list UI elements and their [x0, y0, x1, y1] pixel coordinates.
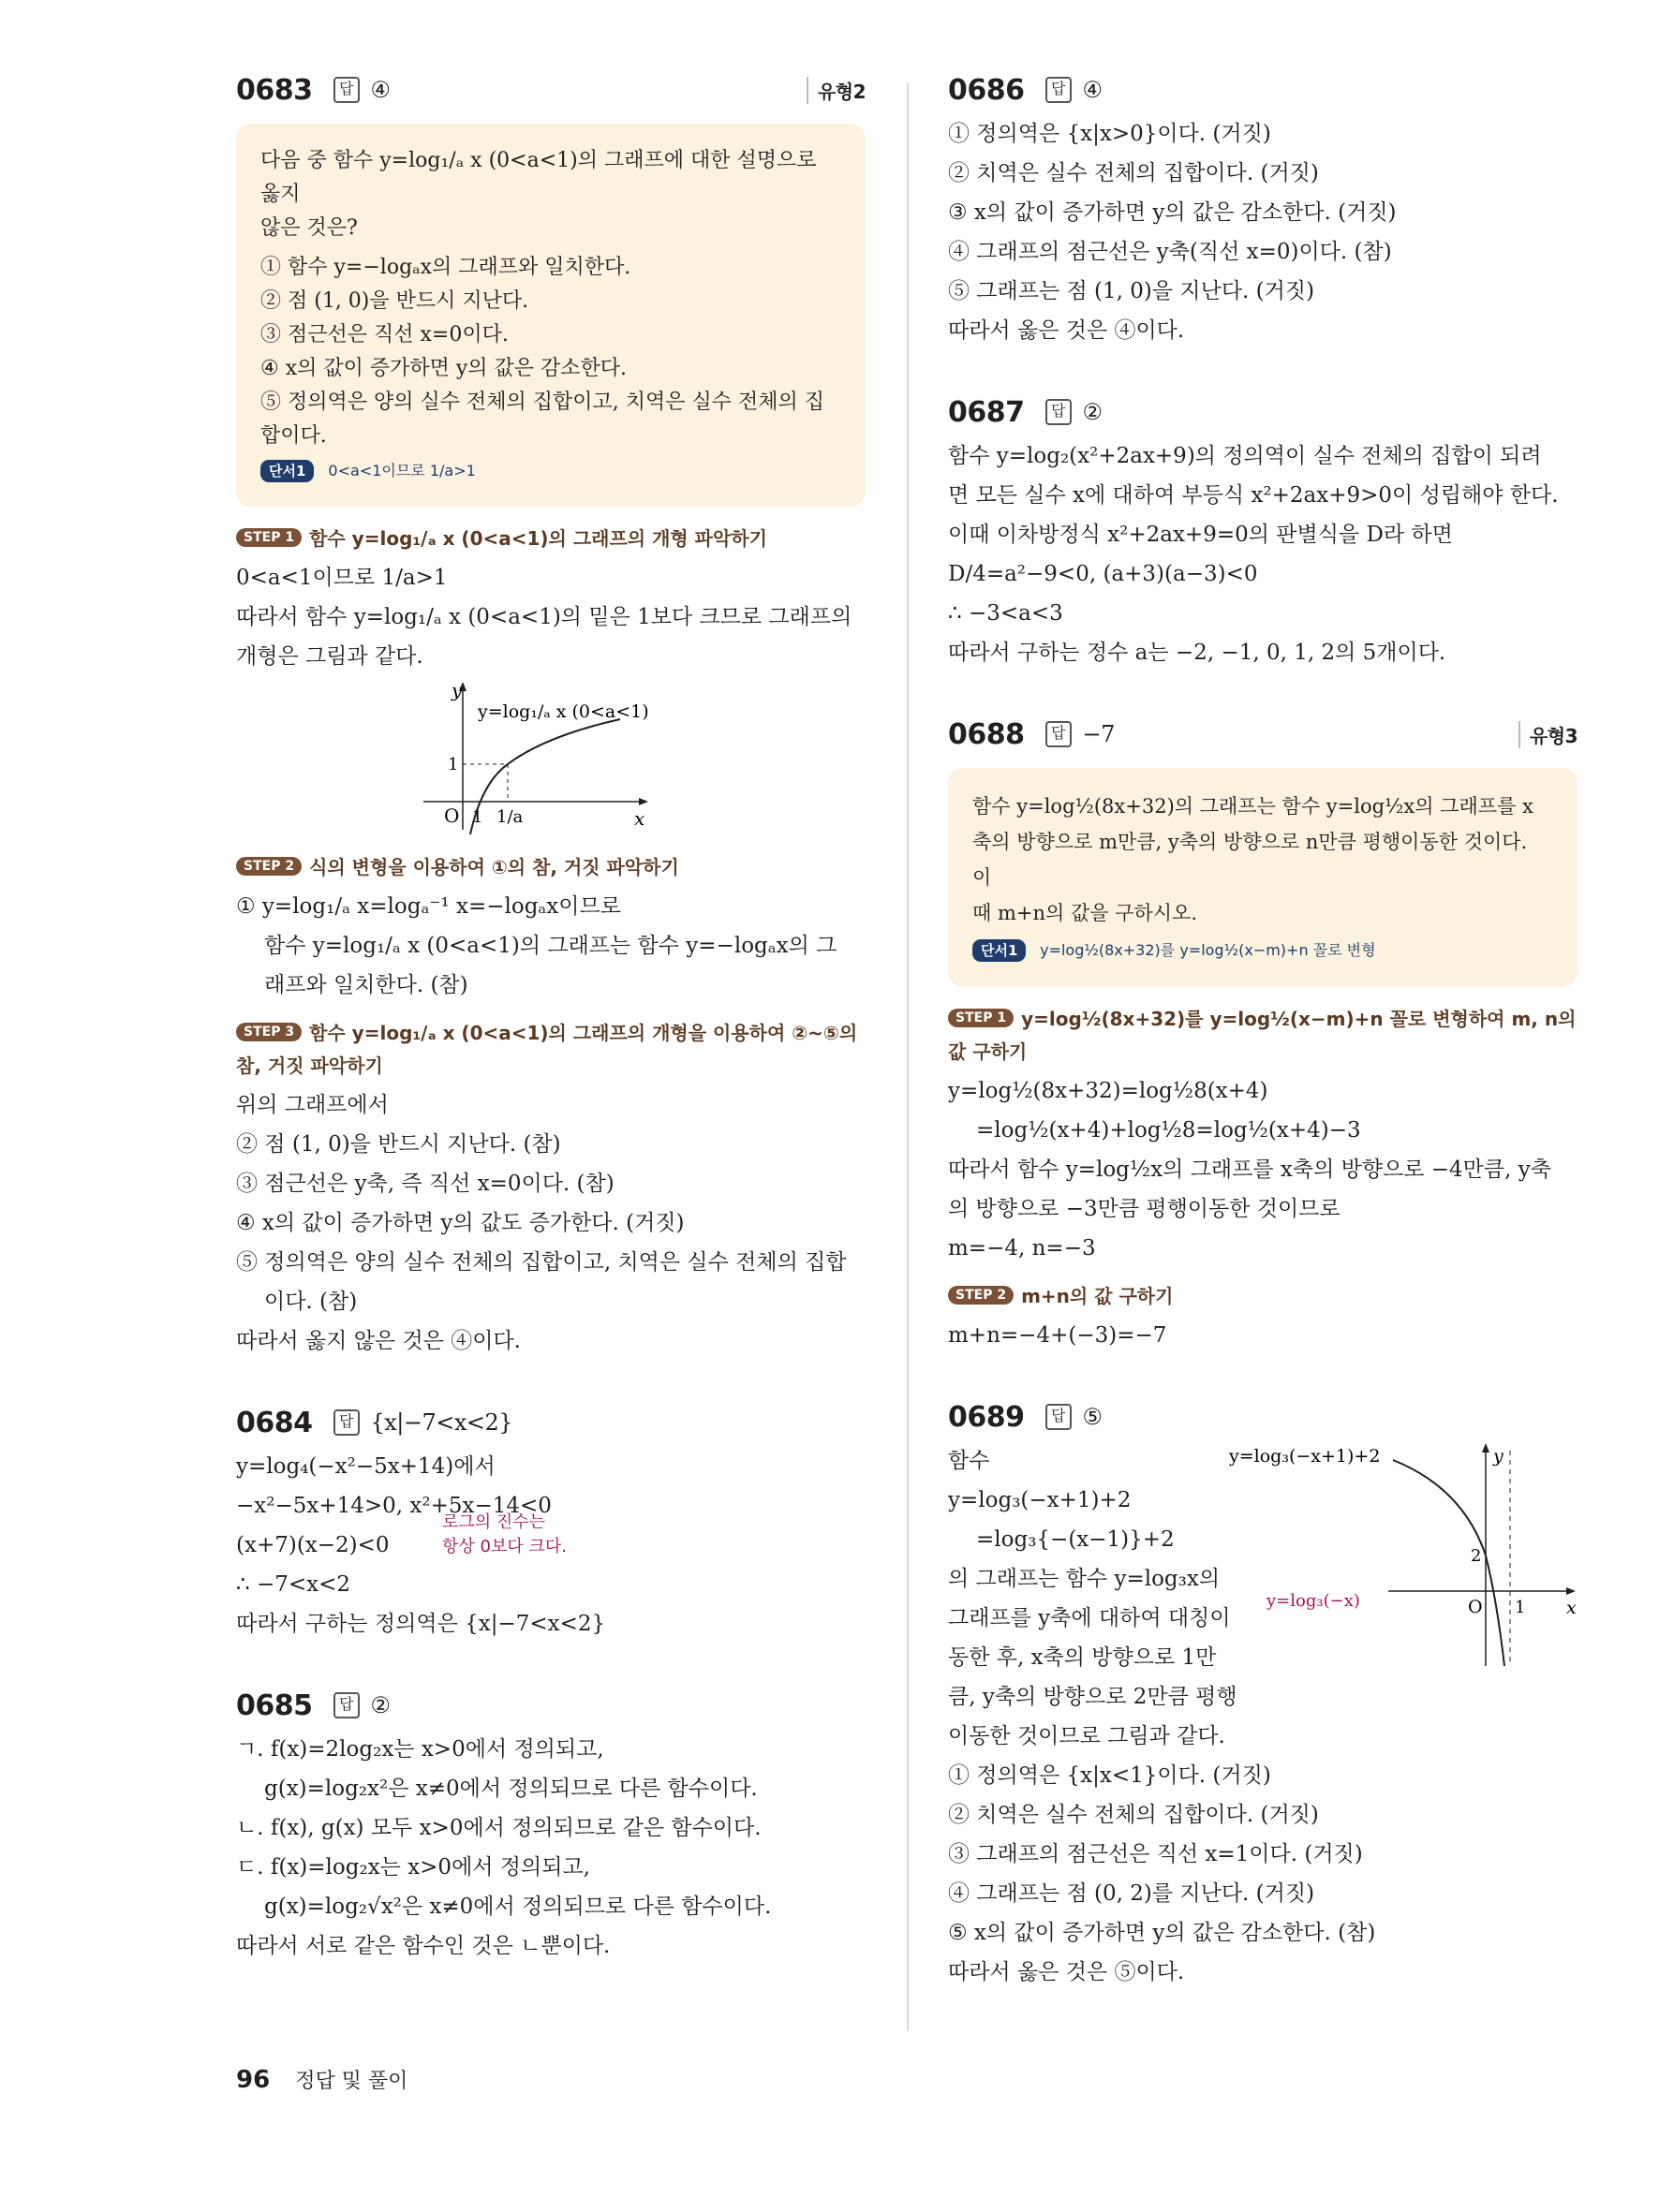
problem-number: 0687 — [948, 395, 1025, 429]
answer-mark-icon: 답 — [333, 1692, 360, 1718]
solution-line: 따라서 구하는 정수 a는 −2, −1, 0, 1, 2의 5개이다. — [948, 641, 1446, 665]
solution-line: −x²−5x+14>0, x²+5x−14<0 — [236, 1494, 552, 1518]
solution-line: 그래프를 y축에 대하여 대칭이 — [948, 1606, 1231, 1630]
step-heading — [236, 1018, 866, 1078]
solution-line: 의 그래프는 함수 y=log₃x의 — [948, 1567, 1221, 1591]
hint-badge: 단서1 — [260, 460, 314, 482]
solution-line: ③ 그래프의 점근선은 직선 x=1이다. (거짓) — [948, 1842, 1363, 1866]
problem-type: 유형2 — [807, 77, 866, 104]
side-note-line: 로그의 진수는 — [442, 1512, 546, 1532]
solution-line: ㄱ. f(x)=2log₂x는 x>0에서 정의되고, — [236, 1737, 604, 1762]
solution-line: ① 정의역은 {x|x>0}이다. (거짓) — [948, 122, 1271, 146]
hint-text: y=log½(8x+32)를 y=log½(x−m)+n 꼴로 변형 — [1040, 941, 1376, 959]
problem-0684-header — [236, 1398, 866, 1447]
answer-mark-icon: 답 — [1045, 721, 1072, 747]
solution-line: =log½(x+4)+log½8=log½(x+4)−3 — [976, 1118, 1361, 1143]
choice: ① 함수 y=−logₐx의 그래프와 일치한다. — [260, 256, 631, 279]
solution-line: ① y=log₁/ₐ x=logₐ⁻¹ x=−logₐx이므로 — [236, 894, 621, 919]
problem-0689-header — [948, 1393, 1578, 1441]
answer-value: ② — [1082, 399, 1103, 425]
solution-line: ㄴ. f(x), g(x) 모두 x>0에서 정의되므로 같은 함수이다. — [236, 1816, 762, 1840]
solution-line: 위의 그래프에서 — [236, 1093, 389, 1117]
solution-line: m=−4, n=−3 — [948, 1236, 1096, 1261]
graph-y-label: y — [452, 680, 463, 701]
graph-y-label: y — [1493, 1446, 1503, 1467]
solution-line: 함수 — [948, 1449, 990, 1473]
problem-number: 0688 — [948, 717, 1025, 751]
answer-value: ④ — [1082, 77, 1103, 103]
question-line: 않은 것은? — [260, 216, 358, 240]
side-note-line: 항상 0보다 크다. — [442, 1537, 567, 1556]
solution-line: m+n=−4+(−3)=−7 — [948, 1323, 1167, 1348]
question-line: 다음 중 함수 y=log₁/ₐ x (0<a<1)의 그래프에 대한 설명으로 옳지 — [260, 149, 817, 206]
answer-value: ④ — [370, 77, 391, 103]
graph-y-one-label: 1 — [448, 755, 459, 774]
solution-line: ② 점 (1, 0)을 반드시 지난다. (참) — [236, 1132, 561, 1157]
solution-line: ⑤ 정의역은 양의 실수 전체의 집합이고, 치역은 실수 전체의 집합 — [236, 1250, 847, 1275]
step-heading — [948, 1281, 1578, 1308]
solution-line: 개형은 그림과 같다. — [236, 644, 423, 669]
graph-note-label: y=log₃(−x) — [1266, 1591, 1360, 1611]
solution-line: ② 치역은 실수 전체의 집합이다. (거짓) — [948, 161, 1319, 185]
solution-line: D/4=a²−9<0, (a+3)(a−3)<0 — [948, 562, 1258, 586]
hint-text: 0<a<1이므로 1/a>1 — [328, 462, 476, 479]
solution-line: 이때 이차방정식 x²+2ax+9=0의 판별식을 D라 하면 — [948, 523, 1453, 547]
step-badge: STEP 1 — [236, 528, 302, 547]
step-title: 함수 y=log₁/ₐ x (0<a<1)의 그래프의 개형 파악하기 — [309, 527, 767, 550]
problem-number: 0683 — [236, 73, 313, 107]
solution-line: 이동한 것이므로 그림과 같다. — [948, 1724, 1225, 1748]
problem-0688-header — [948, 710, 1578, 759]
column-divider — [907, 82, 909, 2030]
hint-badge: 단서1 — [972, 939, 1026, 962]
answer-value: ② — [370, 1692, 391, 1718]
answer-mark-icon: 답 — [1045, 77, 1072, 103]
step-title: 식의 변형을 이용하여 ①의 참, 거짓 파악하기 — [309, 856, 679, 878]
step-heading — [948, 1004, 1578, 1064]
step-title: m+n의 값 구하기 — [1021, 1285, 1174, 1307]
choice: ③ 점근선은 직선 x=0이다. — [260, 323, 509, 347]
page-number: 96 — [236, 2066, 271, 2094]
solution-line: ⑤ x의 값이 증가하면 y의 값은 감소한다. (참) — [948, 1921, 1376, 1945]
footer-label: 정답 및 풀이 — [295, 2070, 408, 2093]
right-column — [948, 66, 1578, 1992]
solution-line: ③ 점근선은 y축, 즉 직선 x=0이다. (참) — [236, 1172, 615, 1196]
solution-line: 동한 후, x축의 방향으로 1만 — [948, 1645, 1217, 1670]
step-heading — [236, 852, 866, 879]
solution-line: ③ x의 값이 증가하면 y의 값은 감소한다. (거짓) — [948, 200, 1397, 225]
solution-line: 면 모든 실수 x에 대하여 부등식 x²+2ax+9>0이 성립해야 한다. — [948, 483, 1559, 508]
problem-number: 0684 — [236, 1406, 313, 1439]
solution-line: =log₃{−(x−1)}+2 — [976, 1527, 1175, 1552]
solution-line: 따라서 구하는 정의역은 {x|−7<x<2} — [236, 1612, 606, 1636]
answer-mark-icon: 답 — [1045, 1404, 1072, 1430]
solution-line: 따라서 서로 같은 함수인 것은 ㄴ뿐이다. — [236, 1934, 611, 1958]
step-badge: STEP 3 — [236, 1023, 302, 1041]
graph-x-one-label: 1 — [472, 807, 483, 827]
answer-mark-icon: 답 — [333, 77, 360, 103]
graph-x-label: x — [1566, 1598, 1577, 1618]
answer-mark-icon: 답 — [333, 1409, 360, 1436]
solution-line: ∴ −3<a<3 — [948, 601, 1063, 626]
solution-line: 따라서 함수 y=log₁/ₐ x (0<a<1)의 밑은 1보다 크므로 그래프의 — [236, 605, 852, 629]
solution-line: 함수 y=log₂(x²+2ax+9)의 정의역이 실수 전체의 집합이 되려 — [948, 444, 1542, 468]
choice: ④ x의 값이 증가하면 y의 값은 감소한다. — [260, 357, 628, 380]
solution-line: ④ x의 값이 증가하면 y의 값도 증가한다. (거짓) — [236, 1211, 685, 1235]
answer-mark-icon: 답 — [1045, 399, 1072, 425]
log-graph-0689 — [1229, 1441, 1578, 1675]
question-line: 함수 y=log½(8x+32)의 그래프는 함수 y=log½x의 그래프를 x — [972, 795, 1533, 818]
problem-number: 0686 — [948, 73, 1025, 107]
question-line: 축의 방향으로 m만큼, y축의 방향으로 n만큼 평행이동한 것이다. 이 — [972, 831, 1528, 889]
answer-value: {x|−7<x<2} — [370, 1409, 513, 1436]
step-badge: STEP 2 — [948, 1286, 1014, 1305]
step-badge: STEP 1 — [948, 1009, 1014, 1027]
graph-origin-label: O — [1468, 1597, 1483, 1617]
problem-number: 0685 — [236, 1688, 313, 1722]
problem-type: 유형3 — [1518, 721, 1578, 748]
step-title: 함수 y=log₁/ₐ x (0<a<1)의 그래프의 개형을 이용하여 ②~⑤의 — [309, 1022, 858, 1044]
solution-line: 이다. (참) — [264, 1290, 358, 1314]
solution-line: ④ 그래프는 점 (0, 2)를 지난다. (거짓) — [948, 1881, 1315, 1906]
choice: ⑤ 정의역은 양의 실수 전체의 집합이고, 치역은 실수 전체의 집합이다. — [260, 391, 824, 448]
step-badge: STEP 2 — [236, 857, 302, 876]
solution-line: 따라서 함수 y=log½x의 그래프를 x축의 방향으로 −4만큼, y축 — [948, 1158, 1551, 1182]
solution-line: ∴ −7<x<2 — [236, 1572, 350, 1597]
solution-line: 함수 y=log₁/ₐ x (0<a<1)의 그래프는 함수 y=−logₐx의 그 — [264, 934, 837, 958]
graph-origin-label: O — [444, 804, 460, 827]
graph-function-label: y=log₁/ₐ x (0<a<1) — [478, 701, 649, 722]
solution-line: (x+7)(x−2)<0 — [236, 1533, 390, 1557]
problem-0683-box — [236, 124, 866, 507]
solution-line: g(x)=log₂√x²은 x≠0에서 정의되므로 다른 함수이다. — [264, 1895, 772, 1919]
graph-y-two-label: 2 — [1471, 1546, 1482, 1566]
solution-line: 래프와 일치한다. (참) — [264, 973, 468, 997]
problem-number: 0689 — [948, 1400, 1025, 1434]
graph-x-one-label: 1 — [1515, 1598, 1526, 1617]
log-graph-0683 — [236, 680, 866, 839]
solution-line: 큼, y축의 방향으로 2만큼 평행 — [948, 1685, 1237, 1709]
side-note — [442, 1511, 567, 1559]
page-footer — [236, 2065, 407, 2094]
problem-0683-header — [236, 66, 866, 114]
solution-line: ㄷ. f(x)=log₂x는 x>0에서 정의되고, — [236, 1855, 590, 1880]
answer-value: ⑤ — [1082, 1404, 1103, 1430]
left-column — [236, 66, 866, 1966]
solution-line: ② 치역은 실수 전체의 집합이다. (거짓) — [948, 1803, 1319, 1827]
solution-line: 따라서 옳은 것은 ⑤이다. — [948, 1960, 1185, 1984]
solution-line: ① 정의역은 {x|x<1}이다. (거짓) — [948, 1763, 1271, 1788]
question-line: 때 m+n의 값을 구하시오. — [972, 902, 1198, 924]
problem-0685-header — [236, 1681, 866, 1730]
solution-line: y=log½(8x+32)=log½8(x+4) — [948, 1079, 1268, 1103]
solution-line: ④ 그래프의 점근선은 y축(직선 x=0)이다. (참) — [948, 240, 1392, 264]
solution-line: 0<a<1이므로 1/a>1 — [236, 566, 448, 590]
graph-x-label: x — [634, 807, 645, 830]
choice: ② 점 (1, 0)을 반드시 지난다. — [260, 289, 529, 313]
solution-line: ⑤ 그래프는 점 (1, 0)을 지난다. (거짓) — [948, 279, 1315, 303]
solution-line: y=log₄(−x²−5x+14)에서 — [236, 1454, 496, 1479]
step-title: y=log½(8x+32)를 y=log½(x−m)+n 꼴로 변형하여 m, n의 — [1021, 1008, 1577, 1030]
solution-line: 따라서 옳은 것은 ④이다. — [948, 318, 1185, 343]
solution-line: y=log₃(−x+1)+2 — [948, 1488, 1132, 1512]
problem-0687-header — [948, 388, 1578, 436]
problem-0688-box — [948, 768, 1578, 987]
problem-0686-header — [948, 66, 1578, 114]
graph-function-label: y=log₃(−x+1)+2 — [1229, 1446, 1381, 1467]
graph-inv-a-label: 1/a — [496, 807, 524, 827]
step-title: 값 구하기 — [948, 1040, 1028, 1063]
solution-line: 의 방향으로 −3만큼 평행이동한 것이므로 — [948, 1197, 1341, 1221]
solution-line: 따라서 옳지 않은 것은 ④이다. — [236, 1329, 521, 1353]
step-title: 참, 거짓 파악하기 — [236, 1054, 383, 1077]
step-heading — [236, 524, 866, 551]
solution-line: g(x)=log₂x²은 x≠0에서 정의되므로 다른 함수이다. — [264, 1777, 758, 1801]
answer-value: −7 — [1082, 721, 1115, 747]
